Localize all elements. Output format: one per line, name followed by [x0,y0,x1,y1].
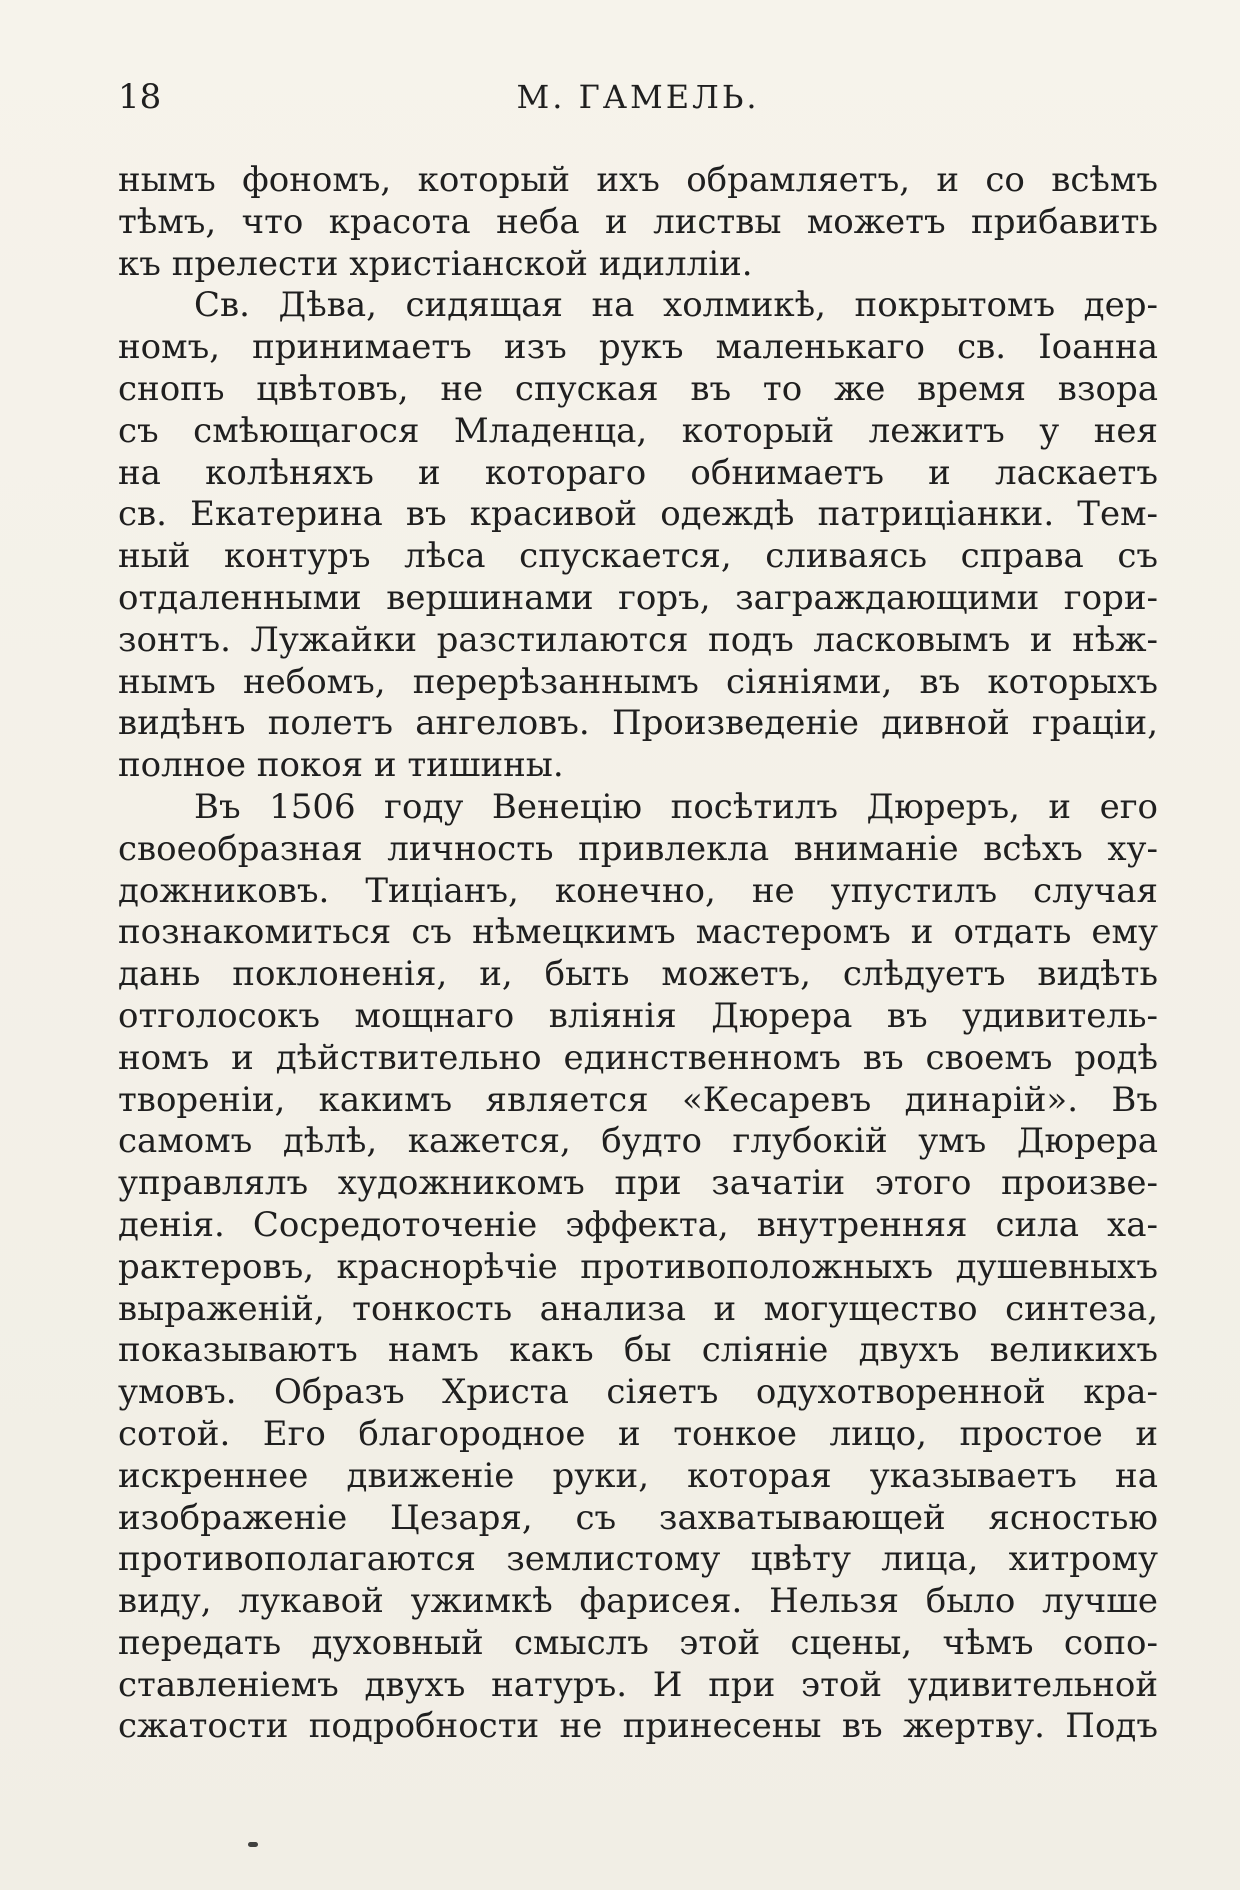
text-line: св. Екатерина въ красивой одеждѣ патриціанки. Тем- [118,494,1158,535]
text-line: съ смѣющагося Младенца, который лежитъ у нея [118,410,1158,451]
page-number: 18 [118,77,162,117]
text-line: ставленіемъ двухъ натуръ. И при этой удивительной [118,1664,1158,1705]
text-line: Св. Дѣва, сидящая на холмикѣ, покрытомъ дер- [194,285,1158,326]
text-line: ный контуръ лѣса спускается, сливаясь справа съ [118,536,1158,577]
text-line: отдаленными вершинами горъ, заграждающими гори- [118,577,1158,618]
text-line: денія. Сосредоточеніе эффекта, внутренняя сила ха- [118,1204,1158,1245]
text-line: видѣнъ полетъ ангеловъ. Произведеніе дивной граціи, [118,703,1158,744]
text-line: номъ, принимаетъ изъ рукъ маленькаго св. Іоанна [118,327,1158,368]
text-line: къ прелести христіанской идилліи. [118,243,753,284]
text-line: отголосокъ мощнаго вліянія Дюрера въ удивитель- [118,995,1158,1036]
text-line: самомъ дѣлѣ, кажется, будто глубокій умъ Дюрера [118,1121,1158,1162]
text-line: снопъ цвѣтовъ, не спуская въ то же время взора [118,368,1158,409]
text-line: сотой. Его благородное и тонкое лицо, простое и [118,1413,1158,1454]
text-line: дань поклоненія, и, быть можетъ, слѣдуетъ видѣть [118,954,1158,995]
text-line: нымъ небомъ, перерѣзаннымъ сіяніями, въ которыхъ [118,661,1158,702]
text-line: изображеніе Цезаря, съ захватывающей ясностью [118,1497,1158,1538]
text-line: умовъ. Образъ Христа сіяетъ одухотворенной кра- [118,1372,1158,1413]
text-line: передать духовный смыслъ этой сцены, чѣмъ сопо- [118,1622,1158,1663]
text-line: познакомиться съ нѣмецкимъ мастеромъ и отдать ему [118,912,1158,953]
text-line: зонтъ. Лужайки разстилаются подъ ласковымъ и нѣж- [118,619,1158,660]
text-line: Въ 1506 году Венецію посѣтилъ Дюреръ, и его [194,786,1158,827]
text-line: на колѣняхъ и котораго обнимаетъ и ласкаетъ [118,452,1158,493]
text-line: нымъ фономъ, который ихъ обрамляетъ, и со всѣмъ [118,160,1158,200]
text-line: рактеровъ, краснорѣчіе противоположныхъ душевныхъ [118,1246,1158,1287]
text-line: твореніи, какимъ является «Кесаревъ динарій». Въ [118,1079,1158,1120]
text-line: сжатости подробности не принесены въ жертву. Подъ [118,1706,1158,1747]
text-line: тѣмъ, что красота неба и листвы можетъ прибавить [118,201,1158,242]
text-line: выраженій, тонкость анализа и могущество синтеза, [118,1288,1158,1329]
text-line: своеобразная личность привлекла вниманіе всѣхъ ху- [118,828,1158,869]
running-title: М. ГАМЕЛЬ. [516,78,760,116]
text-line: полное покоя и тишины. [118,745,564,786]
page-header [118,72,1158,122]
body-text [118,160,1158,1748]
text-line: показываютъ намъ какъ бы сліяніе двухъ великихъ [118,1330,1158,1371]
text-line: дожниковъ. Тиціанъ, конечно, не упустилъ случая [118,870,1158,911]
text-line: номъ и дѣйствительно единственномъ въ своемъ родѣ [118,1037,1158,1078]
text-line: искреннее движеніе руки, которая указываетъ на [118,1455,1158,1496]
text-line: противополагаются землистому цвѣту лица, хитрому [118,1539,1158,1580]
text-line: виду, лукавой ужимкѣ фарисея. Нельзя было лучше [118,1581,1158,1622]
print-mark [248,1842,258,1847]
text-line: управлялъ художникомъ при зачатіи этого произве- [118,1163,1158,1204]
